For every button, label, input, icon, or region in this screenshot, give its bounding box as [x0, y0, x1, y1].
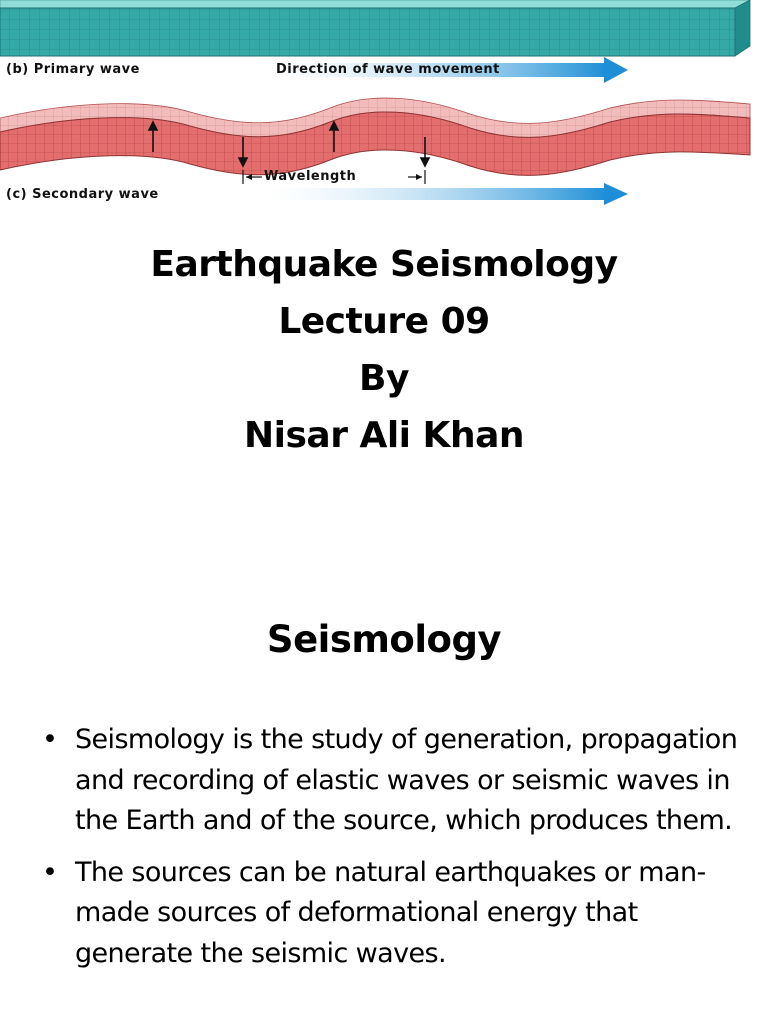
secondary-wave-label: (c) Secondary wave — [6, 187, 159, 202]
secondary-wave-block — [0, 98, 750, 184]
bullet-icon: • — [42, 724, 58, 755]
seismic-wave-figure — [0, 0, 768, 212]
title-line-by: By — [359, 358, 409, 399]
slide-title: Seismology — [266, 618, 502, 661]
title-line-author: Nisar Ali Khan — [244, 415, 524, 456]
lecture-title — [0, 236, 768, 464]
content-slide — [0, 560, 768, 1024]
title-line-lecture: Lecture 09 — [278, 301, 490, 342]
direction-label: Direction of wave movement — [276, 62, 500, 77]
primary-wave-label: (b) Primary wave — [6, 62, 140, 77]
primary-wave-block — [0, 0, 750, 56]
bullet-item — [42, 853, 742, 975]
bullet-text: Seismology is the study of generation, propagation and recording of elastic waves or seismic waves in the Earth and of the source, which produces them. — [75, 724, 738, 836]
bullet-icon: • — [42, 856, 58, 888]
wavelength-label: Wavelength — [264, 169, 357, 184]
bullet-item — [42, 720, 742, 842]
bullet-text: The sources can be natural earthquakes or man-made sources of deformational energy that generate the seismic waves. — [75, 856, 706, 969]
bullet-list — [42, 720, 742, 985]
title-line-course: Earthquake Seismology — [150, 244, 618, 285]
wave-diagram — [0, 0, 768, 212]
secondary-direction-arrow — [266, 183, 628, 205]
